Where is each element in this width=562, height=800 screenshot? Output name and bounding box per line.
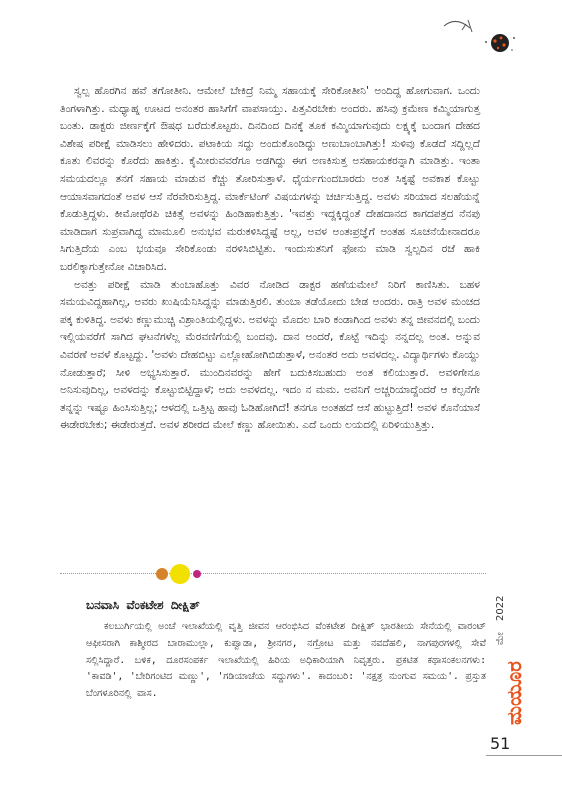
magenta-dot <box>193 570 201 578</box>
page-number-rule <box>486 755 562 756</box>
dotted-rule <box>60 573 486 574</box>
yellow-dot <box>170 564 190 584</box>
issue-year: 2022 <box>495 595 506 621</box>
orange-dot <box>156 568 168 580</box>
article-paragraph: ಸ್ವಲ್ಪ ಹೊರಗಿನ ಹವೆ ತಗೋತೀನಿ. ಆಮೇಲೆ ಬೇಕಿದ್ರೆ ನಿಮ್ಮ ಸಹಾಯಕ್ಕೆ ಸೇರಿಕೋತೀನಿ' ಅಂದಿದ್ದ ಹೋಗುವಾಗ. ಒಂದು ತಿಂಗಳಾಗಿತ್ತು. ಮಧ್ಯಾಹ್ನ ಊಟದ ಅನಂತರ ಹಾಸಿಗೆಗೆ ವಾಪಸಾಯ್ತು. ಪಿತ್ತವಿರಬೇಕು ಅಂದರು. ಹಸಿವು ಕ್ರಮೇಣ ಕಮ್ಮಿಯಾಗುತ್ತ ಬಂತು. ಡಾಕ್ಟರು ಜೀರ್ಣಕ್ಕೆಗೆ ಔಷಧ ಬರೆದುಕೊಟ್ಟರು. ದಿನದಿಂದ ದಿನಕ್ಕೆ ತೂಕ ಕಮ್ಮಿಯಾಗುವುದು ಲಕ್ಷ್ಯಕ್ಕೆ ಬಂದಾಗ ದೇಹದ ವಿಶೇಷ ಪರೀಕ್ಷೆ ಮಾಡಿಸಲು ಹೇಳಿದರು. ಪಟಾಕಿಯ ಸದ್ದು ಅಂದುಕೊಂಡಿದ್ದು ಅಣುಬಾಂಬಾಗಿತ್ತು! ಸುಳಿವು ಕೊಡದೆ ಸದ್ದಿಲ್ಲದೆ ಕೂತು ಲಿವರನ್ನು ಕೊರೆದು ಹಾಕಿತ್ತು. ಕೈಮೀರುವವರೆಗೂ ಅಡಗಿದ್ದು ಈಗ ಅಣಕಿಸುತ್ತ ಅಸಹಾಯಕರನ್ನಾಗಿ ಮಾಡಿತ್ತು. ಇಂತಾ ಸಮಯದಲ್ಲೂ ತನಗೆ ಸಹಾಯ ಮಾಡುವ ಕೆಚ್ಚು ತೋರಿಸುತ್ತಾಳೆ. ಧೈರ್ಯಗುಂದಬಾರದು ಅಂತ ಸಿಕ್ಕಷ್ಟೆ ಅವಕಾಶ ಕೊಟ್ಟು ಆಯಾಸವಾಗದಂತೆ ಅವಳ ಆಸೆ ನೆರವೇರಿಸುತ್ತಿದ್ದ. ಮಾರ್ಕೆಟಿಂಗ್ ವಿಷಯಗಳನ್ನು ಚರ್ಚಿಸುತ್ತಿದ್ದ. ಅವಳು ಸರಿಯಾದ ಸಲಹೆಯನ್ನೆ ಕೊಡುತ್ತಿದ್ದಳು. ಕೀಮೋಥೆರಪಿ ಚಿಕಿತ್ಸೆ ಅವಳನ್ನು ಹಿಂಡಿಹಾಕುತ್ತಿತ್ತು. 'ಇವತ್ತು ಇದ್ದಕ್ಕಿದ್ದಂತೆ ದೇಹದಾನದ ಕಾಗದಪತ್ರದ ನೆನಪು ಮಾಡಿದಾಗ ಸುಪ್ರವಾಗಿದ್ದ ಮಾಮೂಲಿ ಅನುಭವ ಮರುಕಳಿಸಿದ್ದಷ್ಟೆ ಅಲ್ಲ, ಅವಳ ಅಂತಃಪ್ರಜ್ಞೆಗೆ ಅಂತಹ ಸೂಚನೆಯೇನಾದರೂ ಸಿಗುತ್ತಿದೆಯ ಎಂಬ ಭಯವೂ ಸೇರಿಕೊಂಡು ನರಳಿಸಿಬಿಟ್ಟಿತು. ಇಂದುಸುತನಿಗೆ ಫೋನು ಮಾಡಿ ಸ್ವಲ್ಪದಿನ ರಜೆ ಹಾಕಿ ಬರಲಿಕ್ಕಾಗುತ್ತೇನೋ ವಿಚಾರಿಸಿದ. <box>60 85 480 273</box>
magazine-logo: ಮಯೂರ <box>502 661 526 725</box>
issue-month: ಮೇ <box>495 632 506 645</box>
article-body <box>60 83 480 435</box>
page-number: 51 <box>490 734 511 753</box>
author-bio-text: ಕಲಬುರ್ಗಿಯಲ್ಲಿ ಅಂಚೆ ಇಲಾಖೆಯಲ್ಲಿ ವೃತ್ತಿ ಜೀವನ ಆರಂಭಿಸಿದ ವೆಂಕಟೇಶ ದೀಕ್ಷಿತ್ ಭಾರತೀಯ ಸೇನೆಯಲ್ಲಿ ವಾರಂಟ್ ಆಫೀಸರಾಗಿ ಕಾಶ್ಮೀರದ ಬಾರಾಮುಲ್ಲಾ, ಕುಪ್ವಾಡಾ, ಶ್ರೀನಗರ, ನಗ್ರೋಟ ಮತ್ತು ನವದೆಹಲಿ, ನಾಗಪುರಗಳಲ್ಲಿ ಸೇವೆ ಸಲ್ಲಿಸಿದ್ದಾರೆ. ಬಳಿಕ, ದೂರಸಂಪರ್ಕ ಇಲಾಖೆಯಲ್ಲಿ ಹಿರಿಯ ಅಧಿಕಾರಿಯಾಗಿ ನಿವೃತ್ತರು. ಪ್ರಕಟಿತ ಕಥಾಸಂಕಲನಗಳು: 'ಕಾವಡಿ', 'ಬೇರಿಗಂಟಿದ ಮಣ್ಣು', 'ಗಡಿಯಾಚೆಯ ಸದ್ದುಗಳು'. ಕಾದಂಬರಿ: 'ನಕ್ಷತ್ರ ನುಂಗುವ ಸಮಯ'. ಪ್ರಸ್ತುತ ಬೆಂಗಳೂರಿನಲ್ಲಿ ವಾಸ. <box>86 621 486 700</box>
author-bio <box>86 598 486 703</box>
section-divider <box>60 568 486 580</box>
decorative-ornament <box>440 8 520 68</box>
author-name: ಬನವಾಸಿ ವೆಂಕಟೇಶ ದೀಕ್ಷಿತ್ <box>86 598 200 612</box>
magazine-side-label <box>487 585 531 725</box>
article-paragraph: ಅವತ್ತು ಪರೀಕ್ಷೆ ಮಾಡಿ ತುಂಬಾಹೊತ್ತು ವಿವರ ನೋಡಿದ ಡಾಕ್ಟರ ಹಣೆಯಮೇಲೆ ನಿರಿಗೆ ಕಾಣಿಸಿತು. ಬಹಳ ಸಮಯವಿದ್ದಹಾಗಿಲ್ಲ, ಅವರು ಖುಷಿಯೆನಿಸಿದ್ದನ್ನು ಮಾಡುತ್ತಿರಲಿ. ತುಂಬಾ ತಡೆಯೋದು ಬೇಡ ಅಂದರು. ರಾತ್ರಿ ಅವಳ ಮಂಚದ ಪಕ್ಕ ಕುಳಿತಿದ್ದ. ಅವಳು ಕಣ್ಣುಮುಚ್ಚಿ ವಿಶ್ರಾಂತಿಯಲ್ಲಿದ್ದಳು. ಅವಳನ್ನು ಮೊದಲ ಬಾರಿ ಕಂಡಾಗಿಂದ ಅವಳು ತನ್ನ ಜೀವನದಲ್ಲಿ ಬಂದು ಇಲ್ಲಿಯವರೆಗೆ ಸಾಗಿದ ಘಟನೆಗಳೆಲ್ಲ ಮೆರವಣಿಗೆಯಲ್ಲಿ ಬಂದವು. ದಾನ ಅಂದರೆ, ಕೊಟ್ಟೆ ಇದಿನ್ನು ನನ್ನದಲ್ಲ ಅಂತ. ಅನ್ನುವ ವಿವರಣೆ ಅವಳೆ ಕೊಟ್ಟದ್ದು. 'ಅವಳು ದೇಹಬಿಟ್ಟು ಎಲ್ಲೋಹೋಗಿಬಿಡುತ್ತಾಳೆ, ಅನಂತರ ಅದು ಅವಳದಲ್ಲ. ವಿದ್ಯಾರ್ಥಿಗಳು ಕೊಯ್ದು ನೋಡುತ್ತಾರೆ; ಸೀಳಿ ಅಭ್ಯಸಿಸುತ್ತಾರೆ. ಮುಂದಿನವರನ್ನು ಹೇಗೆ ಬದುಕಿಸಬಹುದು ಅಂತ ಕಲಿಯುತ್ತಾರೆ. ಅವಳಿಗೇನೂ ಅನಿಸುವುದಿಲ್ಲ, ಅವಳದನ್ನು ಕೊಟ್ಟುಬಿಟ್ಟಿದ್ದಾಳೆ; ಅದು ಅವಳದಲ್ಲ. ಇದಂ ನ ಮಮ. ಅವನಿಗೆ ಅಚ್ಚರಿಯಾದ್ದೆಂದರೆ ಆ ಕಲ್ಪನೆಗೇ ತನ್ನನ್ನು ಇಷ್ಟೂ ಹಿಂಸಿಸುತ್ತಿಲ್ಲ; ಆಳದಲ್ಲಿ ಒತ್ತಿಟ್ಟ ಹಾವು ಓಡಿಹೋಗಿದೆ! ತನಗೂ ಅಂತಹದೆ ಆಸೆ ಹುಟ್ಟುತ್ತಿದೆ! ಅವಳ ಕೊನೆಯಾಸೆ ಈಡೇರಬೇಕು; ಈಡೇರುತ್ತದೆ. ಅವಳ ಶರೀರದ ಮೇಲೆ ಕಣ್ಣು ಹೋಯಿತು. ಎದೆ ಒಂದು ಲಯದಲ್ಲಿ ಏರಿಳಿಯುತ್ತಿತ್ತು. <box>60 278 480 432</box>
